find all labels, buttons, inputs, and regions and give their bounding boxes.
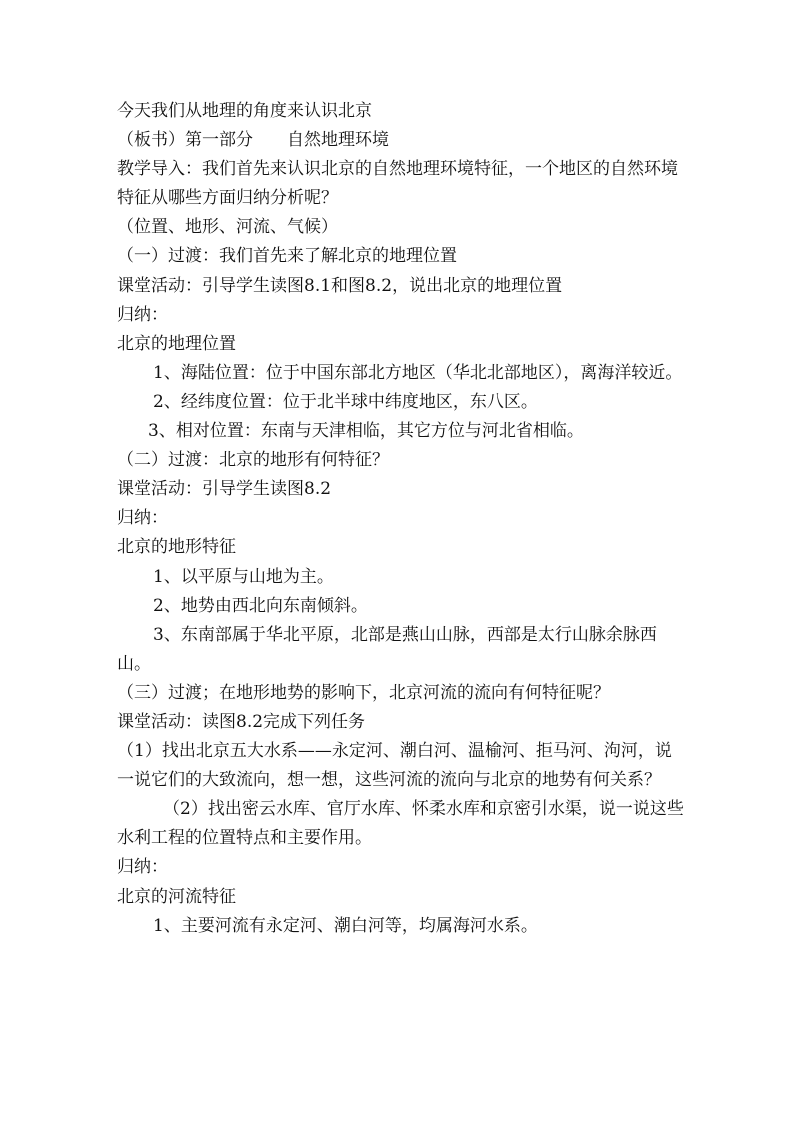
blackboard-heading: （板书）第一部分 自然地理环境 [117,130,389,151]
transition-rivers: （三）过渡；在地形地势的影响下，北京河流的流向有何特征呢？ [117,682,610,703]
activity-location: 课堂活动：引导学生读图8.1和图8.2，说出北京的地理位置 [117,275,563,296]
location-item-2: 2、经纬度位置：位于北半球中纬度地区，东八区。 [153,391,538,412]
summary-label: 归纳： [117,857,168,878]
terrain-heading: 北京的地形特征 [117,537,236,558]
aspects-list: （位置、地形、河流、气候） [117,217,338,238]
rivers-heading: 北京的河流特征 [117,886,236,907]
intro-line: 今天我们从地理的角度来认识北京 [117,101,372,121]
teaching-intro: 教学导入：我们首先来认识北京的自然地理环境特征，一个地区的自然环境特征从哪些方面归纳分析呢？ [117,159,678,209]
activity-rivers: 课堂活动：读图8.2完成下列任务 [117,711,366,732]
location-heading: 北京的地理位置 [117,333,236,354]
summary-label: 归纳： [117,304,168,325]
terrain-item-2: 2、地势由西北向东南倾斜。 [153,595,368,616]
transition-terrain: （二）过渡：北京的地形有何特征？ [117,450,389,471]
summary-label: 归纳： [117,508,168,529]
transition-location: （一）过渡：我们首先来了解北京的地理位置 [117,246,457,267]
activity-terrain: 课堂活动：引导学生读图8.2 [117,479,332,500]
location-item-3: 3、相对位置：东南与天津相临，其它方位与河北省相临。 [148,421,584,442]
location-item-1: 1、海陆位置：位于中国东部北方地区（华北北部地区），离海洋较近。 [153,362,683,383]
river-task-2: （2）找出密云水库、官厅水库、怀柔水库和京密引水渠，说一说这些水利工程的位置特点和主要作用。 [117,799,684,849]
river-task-1: （1）找出北京五大水系——永定河、潮白河、温榆河、拒马河、泃河，说一说它们的大致流向，想一想，这些河流的流向与北京的地势有何关系？ [117,741,672,791]
rivers-item-1: 1、主要河流有永定河、潮白河等，均属海河水系。 [153,915,538,936]
document-body [117,97,687,941]
terrain-item-1: 1、以平原与山地为主。 [153,566,334,587]
terrain-item-3: 3、东南部属于华北平原，北部是燕山山脉，西部是太行山脉余脉西山。 [117,624,657,674]
